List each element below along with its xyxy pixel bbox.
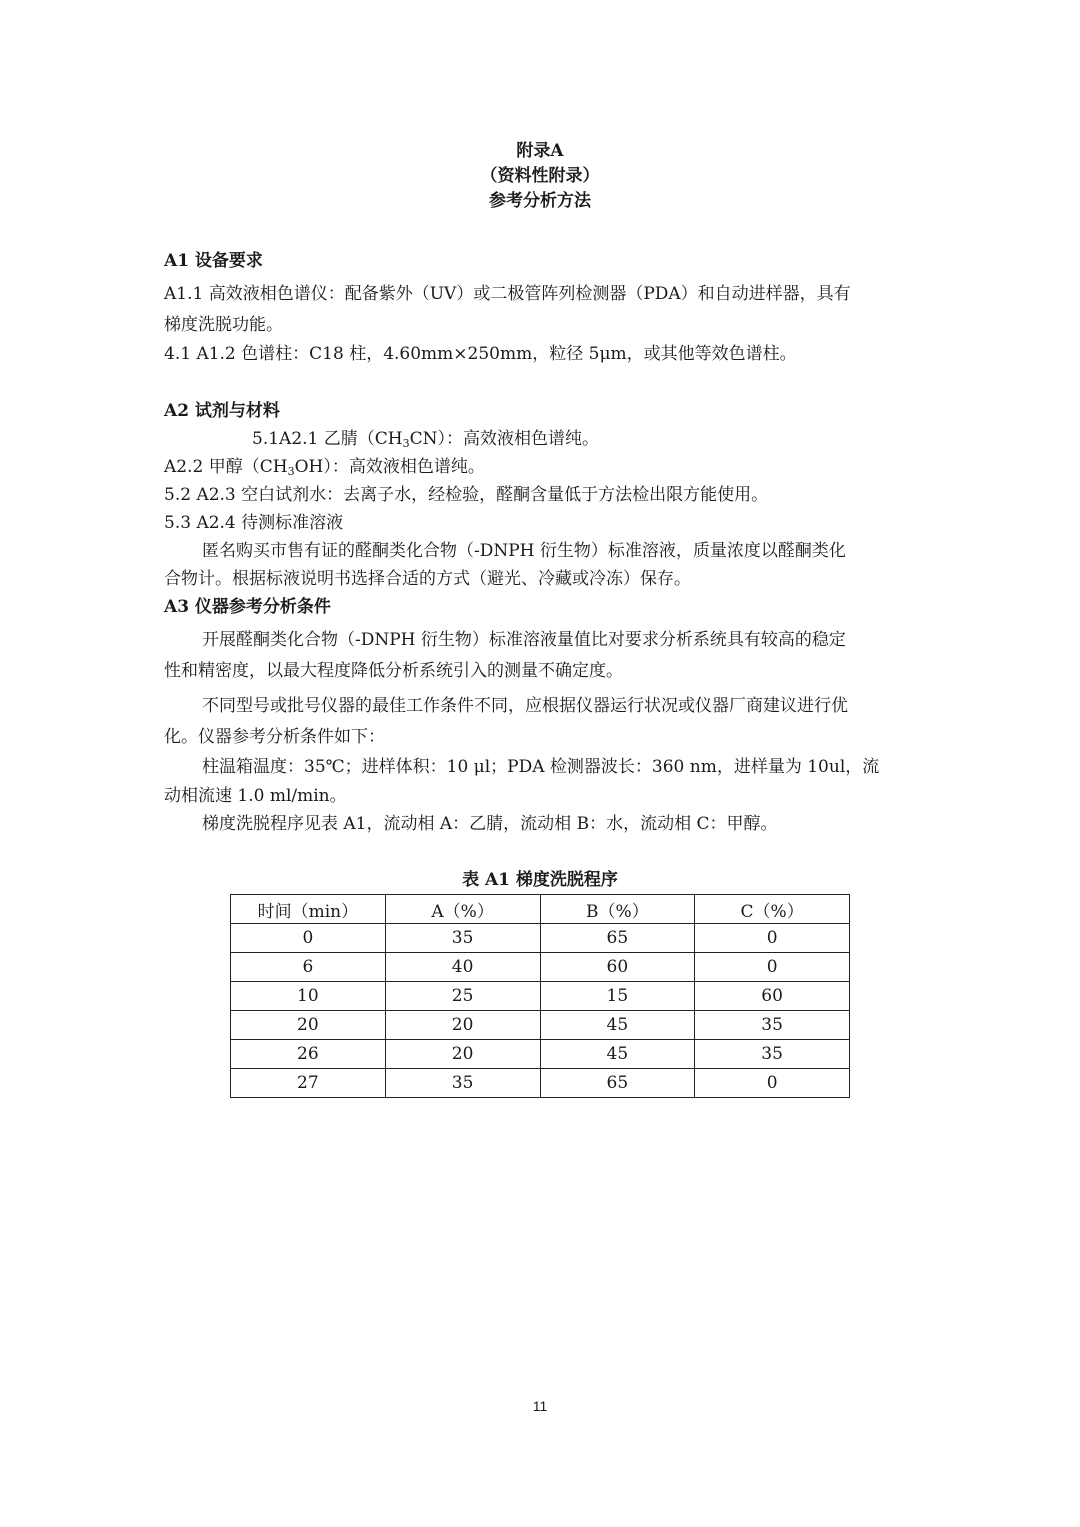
a3-para1-line2: 性和精密度，以最大程度降低分析系统引入的测量不确定度。: [164, 661, 623, 681]
cell-b: 65: [540, 924, 695, 953]
a1-item1-line2: 梯度洗脱功能。: [164, 315, 283, 335]
cell-time: 0: [231, 924, 386, 953]
cell-b: 15: [540, 982, 695, 1011]
a2-item2-post: OH）：高效液相色谱纯。: [294, 457, 485, 477]
gradient-elution-table: [230, 894, 850, 1098]
table-header-row: [231, 895, 850, 924]
table-row: [231, 924, 850, 953]
table-row: [231, 1011, 850, 1040]
cell-a: 25: [385, 982, 540, 1011]
section-a2-heading: A2 试剂与材料: [164, 401, 280, 421]
cell-a: 20: [385, 1011, 540, 1040]
cell-c: 35: [695, 1011, 850, 1040]
table-row: [231, 982, 850, 1011]
cell-time: 10: [231, 982, 386, 1011]
cell-c: 0: [695, 1069, 850, 1098]
cell-a: 35: [385, 1069, 540, 1098]
a3-para2-line2: 化。仪器参考分析条件如下：: [164, 727, 385, 747]
a2-item3: 5.2 A2.3 空白试剂水：去离子水，经检验，醛酮含量低于方法检出限方能使用。: [164, 485, 769, 505]
cell-b: 65: [540, 1069, 695, 1098]
cell-time: 20: [231, 1011, 386, 1040]
cell-c: 0: [695, 953, 850, 982]
a2-item2-sub: 3: [287, 465, 295, 478]
cell-a: 40: [385, 953, 540, 982]
cell-c: 0: [695, 924, 850, 953]
appendix-type: （资料性附录）: [480, 166, 600, 186]
cell-b: 45: [540, 1040, 695, 1069]
a3-para3-line2: 动相流速 1.0 ml/min。: [164, 786, 347, 806]
appendix-title: 附录A: [516, 141, 564, 161]
a2-item1: [252, 426, 1012, 452]
a2-para1-line2: 合物计。根据标液说明书选择合适的方式（避光、冷藏或冷冻）保存。: [164, 569, 691, 589]
a3-para1-line1: 开展醛酮类化合物（-DNPH 衍生物）标准溶液量值比对要求分析系统具有较高的稳定: [202, 630, 846, 650]
a2-item2: [164, 454, 924, 480]
page-number: 11: [532, 1398, 548, 1414]
a3-para4: 梯度洗脱程序见表 A1，流动相 A：乙腈，流动相 B：水，流动相 C：甲醇。: [202, 814, 778, 834]
section-a1-heading: A1 设备要求: [164, 251, 263, 271]
a1-item2: 4.1 A1.2 色谱柱：C18 柱，4.60mm×250mm，粒径 5μm，或其他等效色谱柱。: [164, 344, 797, 364]
header-b: B（%）: [540, 895, 695, 924]
cell-time: 27: [231, 1069, 386, 1098]
table-a1-caption: 表 A1 梯度洗脱程序: [462, 870, 618, 890]
a3-para2-line1: 不同型号或批号仪器的最佳工作条件不同，应根据仪器运行状况或仪器厂商建议进行优: [202, 696, 848, 716]
a2-para1-line1: 匿名购买市售有证的醛酮类化合物（-DNPH 衍生物）标准溶液，质量浓度以醛酮类化: [202, 541, 846, 561]
a2-item1-sub: 3: [402, 437, 410, 450]
table-row: [231, 953, 850, 982]
header-a: A（%）: [385, 895, 540, 924]
a2-item1-pre: 5.1A2.1 乙腈（CH: [252, 429, 403, 449]
cell-time: 26: [231, 1040, 386, 1069]
table-row: [231, 1040, 850, 1069]
a3-para3-line1: 柱温箱温度：35℃；进样体积：10 μl；PDA 检测器波长：360 nm，进样量为 10ul，流: [202, 757, 880, 777]
header-time: 时间（min）: [231, 895, 386, 924]
cell-a: 35: [385, 924, 540, 953]
a2-item4: 5.3 A2.4 待测标准溶液: [164, 513, 344, 533]
a2-item1-post: CN）：高效液相色谱纯。: [409, 429, 599, 449]
cell-b: 60: [540, 953, 695, 982]
appendix-subject: 参考分析方法: [489, 191, 591, 211]
cell-c: 35: [695, 1040, 850, 1069]
a2-item2-pre: A2.2 甲醇（CH: [164, 457, 288, 477]
header-c: C（%）: [695, 895, 850, 924]
cell-c: 60: [695, 982, 850, 1011]
a1-item1-line1: A1.1 高效液相色谱仪：配备紫外（UV）或二极管阵列检测器（PDA）和自动进样器，具有: [164, 284, 851, 304]
table-row: [231, 1069, 850, 1098]
section-a3-heading: A3 仪器参考分析条件: [164, 597, 331, 617]
cell-time: 6: [231, 953, 386, 982]
cell-a: 20: [385, 1040, 540, 1069]
cell-b: 45: [540, 1011, 695, 1040]
